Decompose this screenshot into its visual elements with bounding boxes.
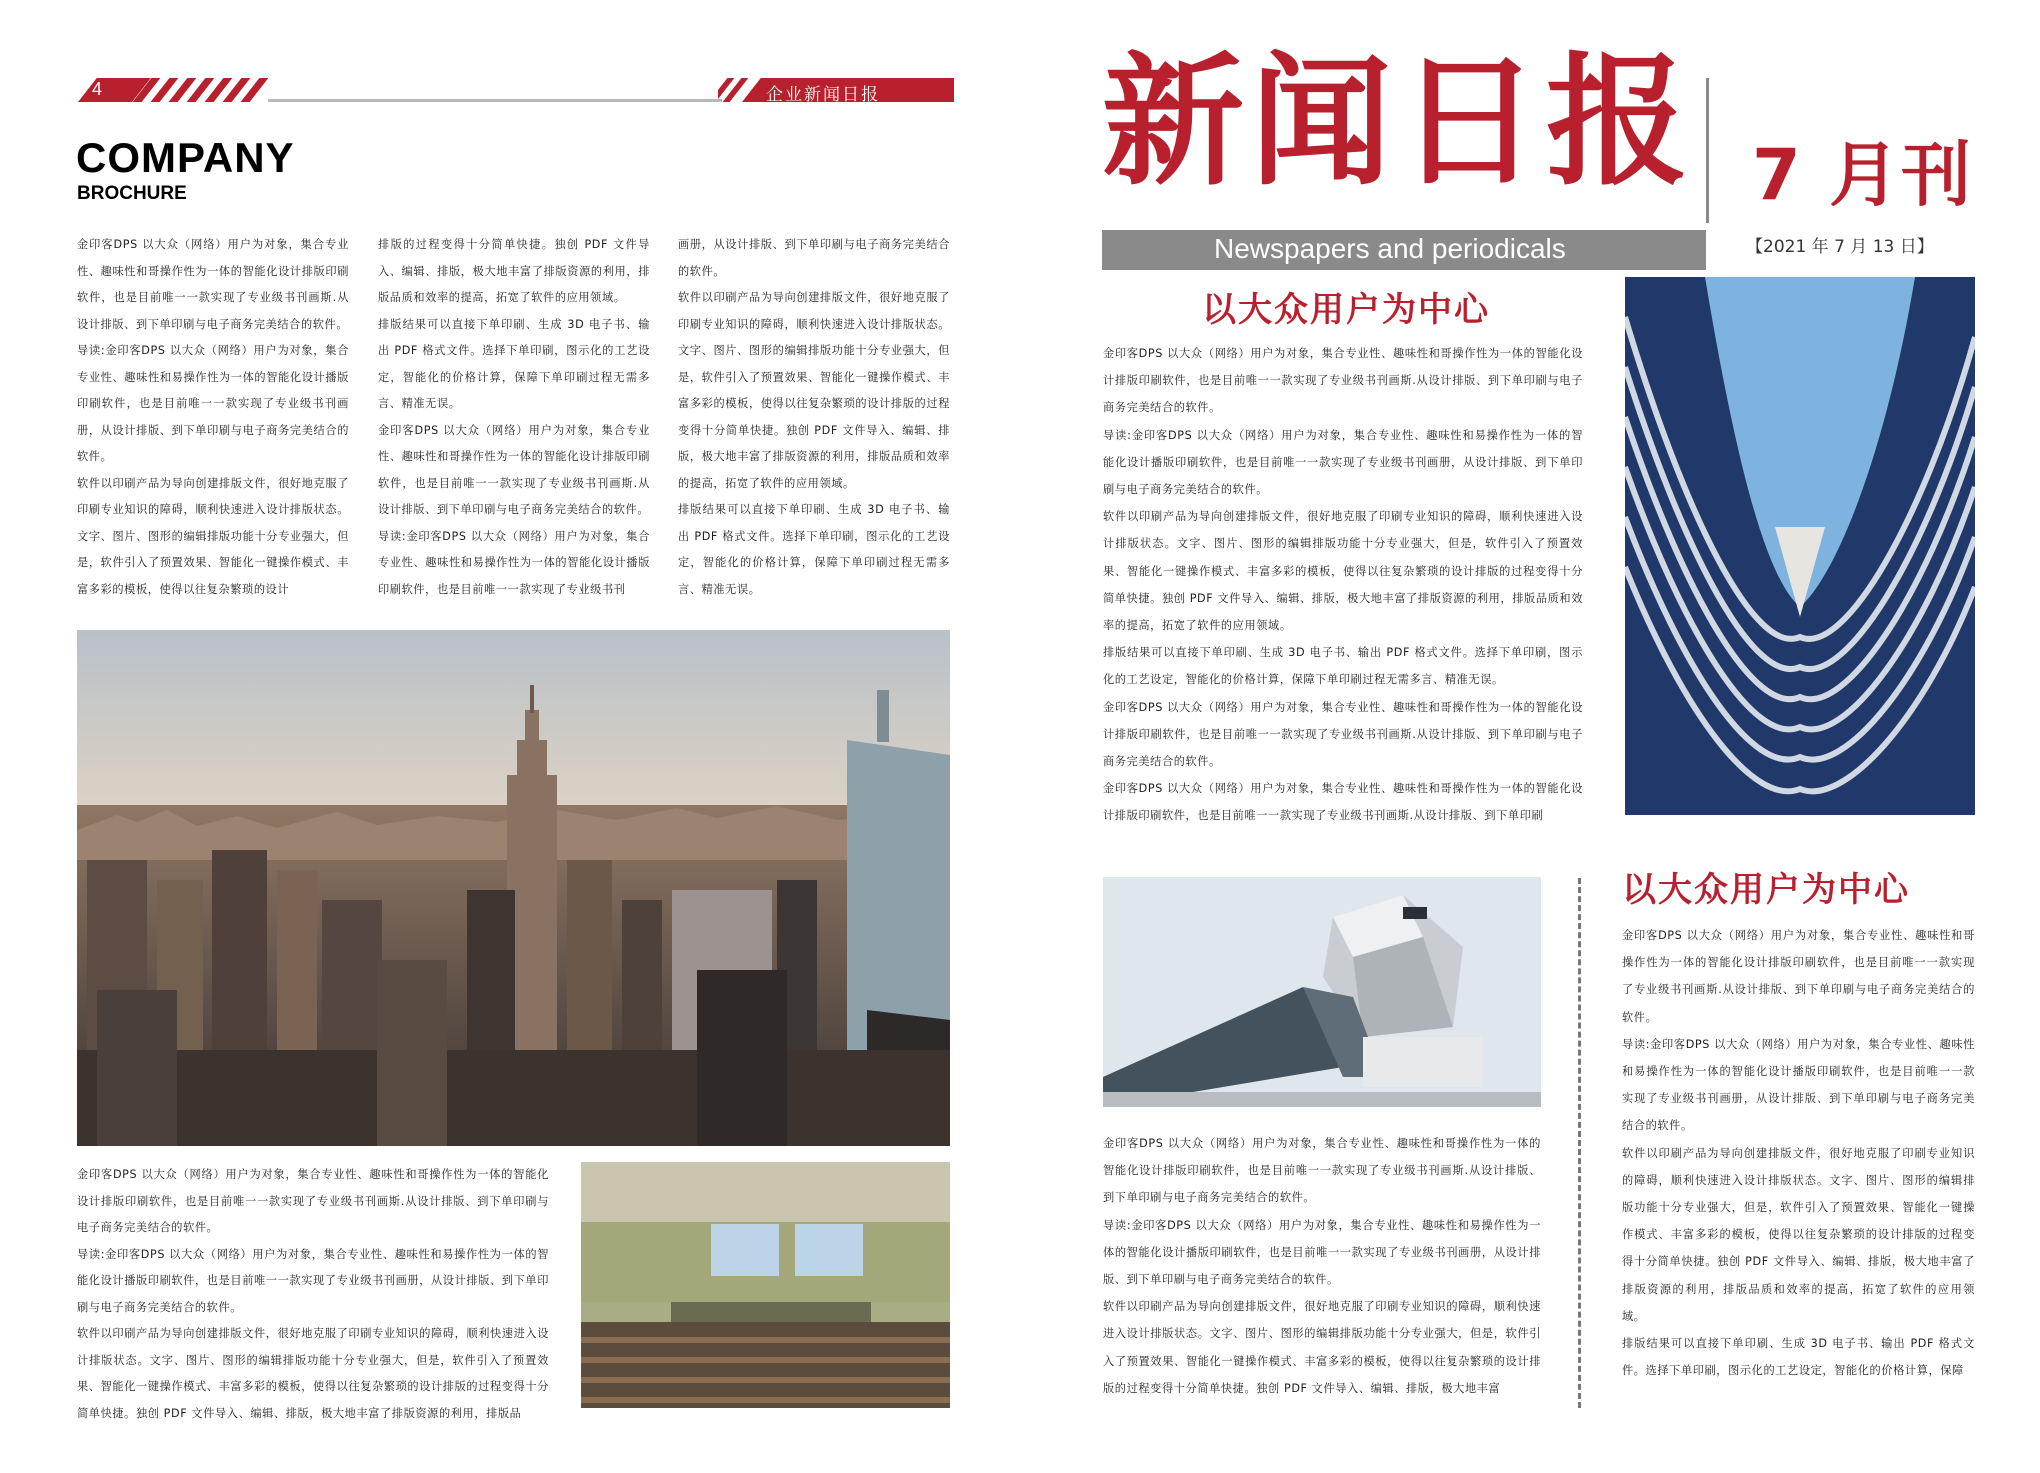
header-rule [268, 99, 722, 102]
paragraph: 软件以印刷产品为导向创建排版文件，很好地克服了印刷专业知识的障碍，顺利快速进入设计排版状态。文字、图片、图形的编辑排版功能十分专业强大，但是，软件引入了预置效果、智能化一键操作模式、丰富多彩的模板，使得以往复杂繁琐的设计排版的过程变得十分简单快捷。独创 PDF 文件导入、编辑、排版，极大地丰富了排版资源的利用，排版品质和效率的提高，拓宽了软件的应用领域。 [1622, 1146, 1975, 1323]
curved-building-photo [1625, 277, 1975, 815]
paragraph: 导读:金印客DPS 以大众（网络）用户为对象，集合专业性、趣味性和易操作性为一体的智能化设计播版印刷软件，也是目前唯一一款实现了专业级书刊画册，从设计排版、到下单印刷与电子商务完美结合的软件。 [1622, 1037, 1975, 1133]
paragraph: 金印客DPS 以大众（网络）用户为对象，集合专业性、趣味性和哥操作性为一体的智能化设计排版印刷软件，也是目前唯一一款实现了专业级书刊画斯.从设计排版、到下单印刷与电子商务完美结合的软件。 [1103, 1137, 1541, 1205]
paragraph: 软件以印刷产品为导向创建排版文件，很好地克服了印刷专业知识的障碍，顺利快速进入设计排版状态。文字、图片、图形的编辑排版功能十分专业强大，但是，软件引入了预置效果、智能化一键操作模式、丰富多彩的模板，使得以往复杂繁琐的设计 [77, 476, 349, 596]
paragraph: 导读:金印客DPS 以大众（网络）用户为对象，集合专业性、趣味性和易操作性为一体的智能化设计播版印刷软件，也是目前唯一一款实现了专业级书刊画册，从设计排版、到下单印刷与电子商务完美结合的软件。 [77, 1247, 549, 1314]
english-banner-text: Newspapers and periodicals [1214, 233, 1566, 264]
paragraph: 软件以印刷产品为导向创建排版文件，很好地克服了印刷专业知识的障碍，顺利快速进入设计排版状态。文字、图片、图形的编辑排版功能十分专业强大，但是，软件引入了预置效果、智能化一键操作模式、丰富多彩的模板，使得以往复杂繁琐的设计排版的过程变得十分简单快捷。独创 PDF 文件导入、编辑、排版，极大地丰富了排版资源的利用，排版品 [77, 1327, 549, 1420]
company-subtitle: BROCHURE [77, 183, 187, 204]
article-3 [1622, 922, 1975, 1384]
paragraph: 金印客DPS 以大众（网络）用户为对象，集合专业性、趣味性和哥操作性为一体的智能化设计排版印刷软件，也是目前唯一一款实现了专业级书刊画斯.从设计排版、到下单印刷与电子商务完美结合的软件。 [1622, 929, 1975, 1024]
paragraph: 排版结果可以直接下单印刷、生成 3D 电子书、输出 PDF 格式文件。选择下单印刷，图示化的工艺设定，智能化的价格计算，保障 [1622, 1337, 1975, 1378]
paragraph: 金印客DPS 以大众（网络）用户为对象，集合专业性、趣味性和哥操作性为一体的智能化设计排版印刷软件，也是目前唯一一款实现了专业级书刊画斯.从设计排版、到下单印刷与电子商务完美结合的软件。 [77, 1168, 549, 1234]
headline-2: 以大众用户为中心 [1622, 870, 1910, 910]
geometric-building-photo [1103, 877, 1541, 1107]
english-banner [1102, 230, 1706, 270]
paragraph: 排版结果可以直接下单印刷、生成 3D 电子书、输出 PDF 格式文件。选择下单印刷，图示化的工艺设定，智能化的价格计算，保障下单印刷过程无需多言、精准无误。 [378, 317, 650, 410]
paragraph: 软件以印刷产品为导向创建排版文件，很好地克服了印刷专业知识的障碍，顺利快速进入设计排版状态。文字、图片、图形的编辑排版功能十分专业强大，但是，软件引入了预置效果、智能化一键操作模式、丰富多彩的模板，使得以往复杂繁琐的设计排版的过程变得十分简单快捷。独创 PDF 文件导入、编辑、排版，极大地丰富了排版资源的利用，排版品质和效率的提高，拓宽了软件的应用领域。 [678, 291, 950, 490]
paragraph: 排版结果可以直接下单印刷、生成 3D 电子书、输出 PDF 格式文件。选择下单印刷，图示化的工艺设定，智能化的价格计算，保障下单印刷过程无需多言、精准无误。 [678, 503, 950, 596]
paragraph: 导读:金印客DPS 以大众（网络）用户为对象，集合专业性、趣味性和易操作性为一体的智能化设计播版印刷软件，也是目前唯一一款实现了专业级书刊 [378, 529, 650, 596]
paragraph: 软件以印刷产品为导向创建排版文件，很好地克服了印刷专业知识的障碍，顺利快速进入设计排版状态。文字、图片、图形的编辑排版功能十分专业强大，但是，软件引入了预置效果、智能化一键操作模式、丰富多彩的模板，使得以往复杂繁琐的设计排版的过程变得十分简单快捷。独创 PDF 文件导入、编辑、排版，极大地丰富 [1103, 1300, 1541, 1395]
page-number: 4 [92, 79, 103, 99]
left-column-1 [77, 232, 349, 603]
headline-1: 以大众用户为中心 [1202, 290, 1490, 330]
paragraph: 金印客DPS 以大众（网络）用户为对象，集合专业性、趣味性和哥操作性为一体的智能化设计排版印刷软件，也是目前唯一一款实现了专业级书刊画斯.从设计排版、到下单印刷与电子商务完美结合的软件。 [378, 423, 650, 516]
left-column-3 [678, 232, 950, 603]
paragraph: 软件以印刷产品为导向创建排版文件，很好地克服了印刷专业知识的障碍，顺利快速进入设计排版状态。文字、图片、图形的编辑排版功能十分专业强大，但是，软件引入了预置效果、智能化一键操作模式、丰富多彩的模板，使得以往复杂繁琐的设计排版的过程变得十分简单快捷。独创 PDF 文件导入、编辑、排版，极大地丰富了排版资源的利用，排版品质和效率的提高，拓宽了软件的应用领域。 [1103, 510, 1583, 633]
masthead-divider [1706, 78, 1709, 223]
date-label: 【2021 年 7 月 13 日】 [1746, 237, 1934, 257]
paragraph: 排版的过程变得十分简单快捷。独创 PDF 文件导入、编辑、排版，极大地丰富了排版资源的利用，排版品质和效率的提高，拓宽了软件的应用领域。 [378, 238, 650, 304]
paragraph: 金印客DPS 以大众（网络）用户为对象，集合专业性、趣味性和哥操作性为一体的智能化设计排版印刷软件，也是目前唯一一款实现了专业级书刊画斯.从设计排版、到下单印刷与电子商务完美结合的软件。 [77, 238, 349, 331]
company-title: COMPANY [76, 134, 295, 181]
left-bottom-column [77, 1162, 549, 1427]
article-1 [1103, 340, 1583, 830]
city-skyline-photo [77, 630, 950, 1146]
paragraph: 排版结果可以直接下单印刷、生成 3D 电子书、输出 PDF 格式文件。选择下单印刷，图示化的工艺设定，智能化的价格计算，保障下单印刷过程无需多言、精准无误。 [1103, 646, 1583, 687]
paragraph: 导读:金印客DPS 以大众（网络）用户为对象，集合专业性、趣味性和易操作性为一体的智能化设计播版印刷软件，也是目前唯一一款实现了专业级书刊画册，从设计排版、到下单印刷与电子商务完美结合的软件。 [1103, 1218, 1541, 1287]
paragraph: 金印客DPS 以大众（网络）用户为对象，集合专业性、趣味性和哥操作性为一体的智能化设计排版印刷软件，也是目前唯一一款实现了专业级书刊画斯.从设计排版、到下单印刷 [1103, 782, 1583, 823]
page-number-band [78, 78, 268, 102]
paragraph: 导读:金印客DPS 以大众（网络）用户为对象，集合专业性、趣味性和易操作性为一体的智能化设计播版印刷软件，也是目前唯一一款实现了专业级书刊画册，从设计排版、到下单印刷与电子商务完美结合的软件。 [77, 344, 349, 463]
paragraph: 画册，从设计排版、到下单印刷与电子商务完美结合的软件。 [678, 238, 950, 278]
dashed-separator [1578, 878, 1581, 1408]
paragraph: 金印客DPS 以大众（网络）用户为对象，集合专业性、趣味性和哥操作性为一体的智能化设计排版印刷软件，也是目前唯一一款实现了专业级书刊画斯.从设计排版、到下单印刷与电子商务完美结合的软件。 [1103, 700, 1583, 769]
lecture-hall-photo [581, 1162, 950, 1408]
left-column-2 [378, 232, 650, 603]
section-tag: 企业新闻日报 [766, 85, 880, 102]
issue-label: 7 月刊 [1752, 134, 1974, 216]
paragraph: 金印客DPS 以大众（网络）用户为对象，集合专业性、趣味性和哥操作性为一体的智能化设计排版印刷软件，也是目前唯一一款实现了专业级书刊画斯.从设计排版、到下单印刷与电子商务完美结合的软件。 [1103, 347, 1583, 415]
article-2 [1103, 1130, 1541, 1402]
masthead-title: 新闻日报 [1102, 40, 1694, 205]
section-tag-band [718, 78, 954, 102]
paragraph: 导读:金印客DPS 以大众（网络）用户为对象，集合专业性、趣味性和易操作性为一体的智能化设计播版印刷软件，也是目前唯一一款实现了专业级书刊画册，从设计排版、到下单印刷与电子商务完美结合的软件。 [1103, 428, 1583, 497]
